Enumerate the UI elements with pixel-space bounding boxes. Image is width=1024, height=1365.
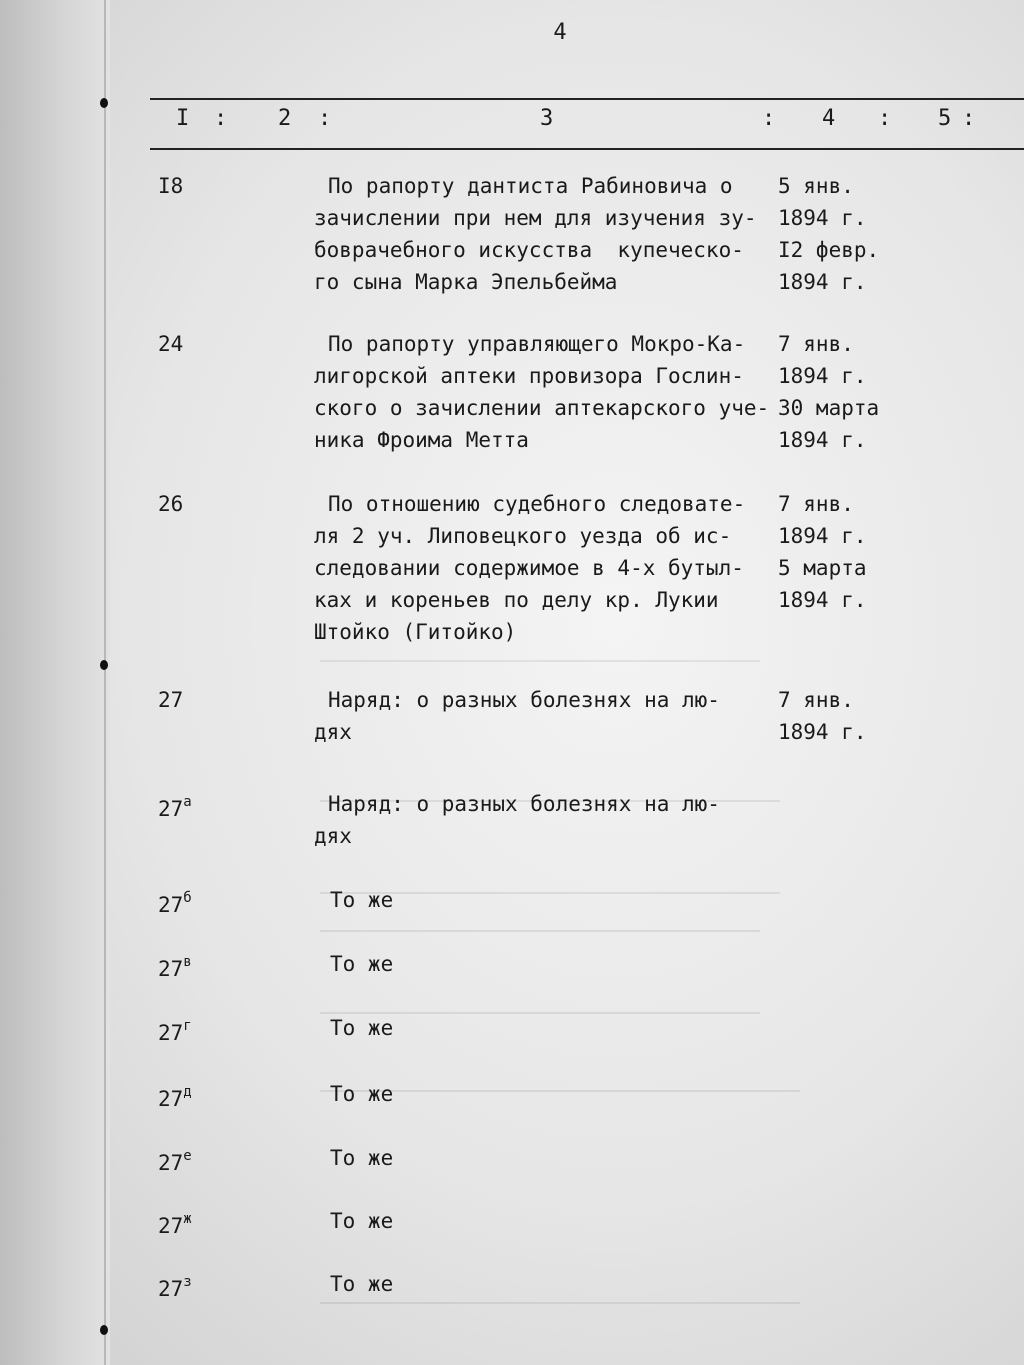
- header-sep: :: [762, 106, 776, 131]
- row-description-line: дях: [314, 824, 352, 848]
- row-number: [158, 884, 192, 921]
- row-number: [158, 488, 183, 520]
- row-description-line: То же: [330, 1209, 394, 1233]
- row-date: 1894 г.: [778, 428, 867, 452]
- row-number-text: 26: [158, 492, 184, 516]
- row-number-text: 27: [158, 1151, 184, 1175]
- row-number: [158, 1142, 192, 1179]
- row-date: 7 янв.: [778, 332, 854, 356]
- row-number: [158, 948, 192, 985]
- row-number-text: 27: [158, 797, 184, 821]
- row-date: 7 янв.: [778, 688, 854, 712]
- binding-margin: [0, 0, 110, 1365]
- row-number-text: 27: [158, 957, 184, 981]
- binding-hole: [100, 660, 108, 670]
- row-number-text: 27: [158, 1214, 184, 1238]
- row-description-line: По отношению судебного следовате-: [328, 492, 746, 516]
- row-number: [158, 170, 183, 202]
- header-sep: :: [318, 106, 332, 131]
- row-number-index: г: [183, 1018, 192, 1034]
- row-description-line: дях: [314, 720, 352, 744]
- row-description-line: То же: [330, 1272, 394, 1296]
- row-number: [158, 1012, 192, 1049]
- binding-fold: [104, 0, 106, 1365]
- row-number: [158, 1268, 192, 1305]
- row-date: I2 февр.: [778, 238, 880, 262]
- row-date: 5 марта: [778, 556, 867, 580]
- row-number-index: б: [183, 890, 192, 906]
- row-description-line: То же: [330, 1016, 394, 1040]
- row-number-text: 27: [158, 1087, 184, 1111]
- binding-hole: [100, 98, 108, 108]
- row-date: 1894 г.: [778, 206, 867, 230]
- table-top-rule: [150, 98, 1024, 100]
- row-number-index: д: [183, 1084, 192, 1100]
- row-description-line: Штойко (Гитойко): [314, 620, 517, 644]
- row-number: [158, 788, 192, 825]
- row-number-text: 27: [158, 688, 184, 712]
- row-description-line: го сына Марка Эпельбейма: [314, 270, 618, 294]
- row-description-line: То же: [330, 1082, 394, 1106]
- row-number: [158, 1205, 192, 1242]
- row-description-line: Наряд: о разных болезнях на лю-: [328, 792, 720, 816]
- row-number-text: 27: [158, 1277, 184, 1301]
- row-number-index: ж: [183, 1211, 192, 1227]
- row-description-line: То же: [330, 888, 394, 912]
- row-number-text: 24: [158, 332, 184, 356]
- header-col-1: I: [176, 106, 190, 131]
- row-number: [158, 684, 183, 716]
- header-sep: :: [878, 106, 892, 131]
- header-col-5: 5: [938, 106, 952, 131]
- row-date: 1894 г.: [778, 588, 867, 612]
- row-number-index: а: [183, 794, 192, 810]
- row-number-index: е: [183, 1148, 192, 1164]
- row-description-line: ника Фроима Метта: [314, 428, 529, 452]
- row-date: 1894 г.: [778, 364, 867, 388]
- row-date: 1894 г.: [778, 720, 867, 744]
- row-description-line: То же: [330, 1146, 394, 1170]
- row-number-text: 27: [158, 893, 184, 917]
- row-number: [158, 1078, 192, 1115]
- row-description-line: зачислении при нем для изучения зу-: [314, 206, 757, 230]
- row-description-line: лигорской аптеки провизора Гослин-: [314, 364, 744, 388]
- row-date: 5 янв.: [778, 174, 854, 198]
- row-description-line: Наряд: о разных болезнях на лю-: [328, 688, 720, 712]
- row-number: [158, 328, 183, 360]
- page-number: 4: [553, 20, 567, 45]
- row-date: 7 янв.: [778, 492, 854, 516]
- row-description-line: То же: [330, 952, 394, 976]
- row-description-line: следовании содержимое в 4-х бутыл-: [314, 556, 744, 580]
- row-description-line: боврачебного искусства купеческо-: [314, 238, 744, 262]
- row-date: 30 марта: [778, 396, 880, 420]
- table-header-rule: [150, 148, 1024, 150]
- row-description-line: ского о зачислении аптекарского уче-: [314, 396, 770, 420]
- row-date: 1894 г.: [778, 270, 867, 294]
- row-number-index: з: [183, 1274, 192, 1290]
- row-number-text: I8: [158, 174, 184, 198]
- row-number-text: 27: [158, 1021, 184, 1045]
- row-description-line: По рапорту управляющего Мокро-Ка-: [328, 332, 746, 356]
- row-description-line: ля 2 уч. Липовецкого уезда об ис-: [314, 524, 732, 548]
- header-sep: :: [962, 106, 976, 131]
- header-col-2: 2: [278, 106, 292, 131]
- header-sep: :: [214, 106, 228, 131]
- row-number-index: в: [183, 954, 192, 970]
- header-col-3: 3: [540, 106, 554, 131]
- row-date: 1894 г.: [778, 524, 867, 548]
- binding-hole: [100, 1325, 108, 1335]
- row-description-line: По рапорту дантиста Рабиновича о: [328, 174, 733, 198]
- row-description-line: ках и кореньев по делу кр. Лукии: [314, 588, 719, 612]
- header-col-4: 4: [822, 106, 836, 131]
